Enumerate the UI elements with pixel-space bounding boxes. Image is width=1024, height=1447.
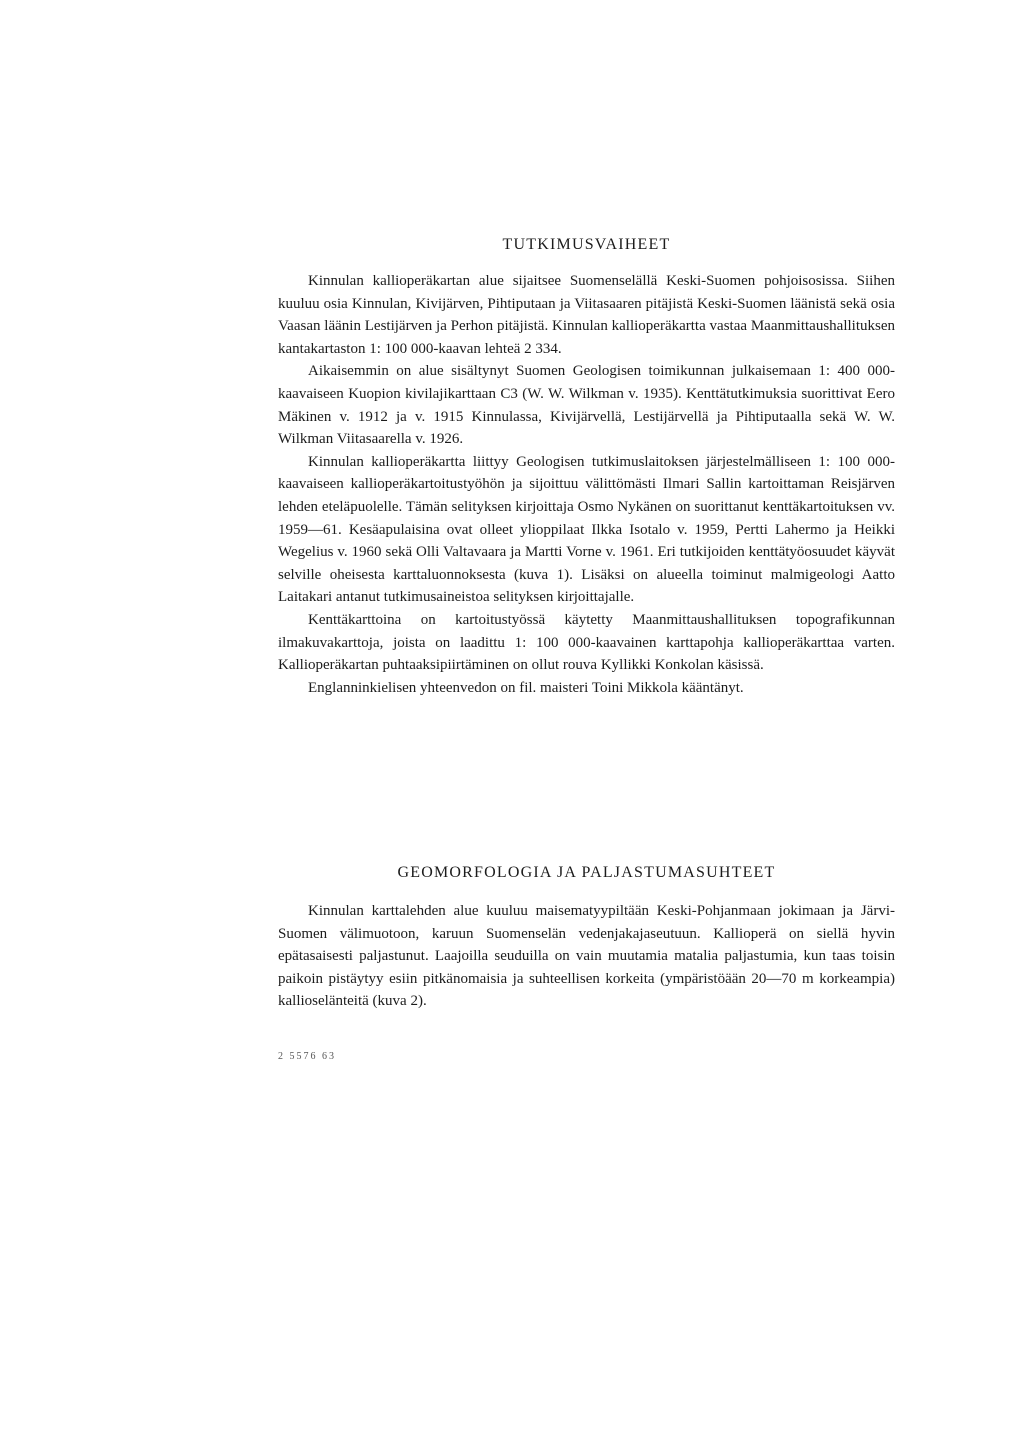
printer-signature: 2 5576 63	[278, 1051, 336, 1062]
paragraph: Kinnulan kallioperäkartan alue sijaitsee Suomenselällä Keski-Suomen pohjoisosissa. Siihen kuuluu osia Kinnulan, Kivijärven, Pihtiputaan ja Viitasaaren pitäjistä Keski-Suomen läänistä sekä osia Vaasan läänin Lestijärven ja Perhon pitäjistä. Kinnulan kallioperäkartta vastaa Maanmittaushallituksen kantakartaston 1: 100 000-kaavan lehteä 2 334.	[278, 273, 895, 357]
section-heading-geomorfologia: GEOMORFOLOGIA JA PALJASTUMASUHTEET	[397, 864, 776, 881]
paragraph: Kinnulan kallioperäkartta liittyy Geologisen tutkimuslaitoksen järjestelmälliseen 1: 100 000-kaavaiseen kallioperäkartoitustyöhön ja sijoittuu välittömästi Ilmari Sallin kartoittaman Reisjärven lehden eteläpuolelle. Tämän selityksen kirjoittaja Osmo Nykänen on suorittanut kenttäkartoituksen vv. 1959—61. Kesäapulaisina ovat olleet ylioppilaat Ilkka Isotalo v. 1959, Pertti Lahermo ja Heikki Wegelius v. 1960 sekä Olli Valtavaara ja Martti Vorne v. 1961. Eri tutkijoiden kenttätyöosuudet käyvät selville oheisesta karttaluonnoksesta (kuva 1). Lisäksi on alueella toiminut malmigeologi Aatto Laitakari antanut tutkimusaineistoa selityksen kirjoittajalle.	[278, 453, 895, 606]
section-body-geomorfologia	[278, 900, 895, 1013]
section-heading-tutkimusvaiheet: TUTKIMUSVAIHEET	[502, 236, 671, 253]
paragraph: Englanninkielisen yhteenvedon on fil. maisteri Toini Mikkola kääntänyt.	[308, 679, 744, 696]
section-body-tutkimusvaiheet	[278, 270, 895, 699]
paragraph: Kenttäkarttoina on kartoitustyössä käytetty Maanmittaushallituksen topografikunnan ilmakuvakarttoja, joista on laadittu 1: 100 000-kaavainen karttapohja kallioperäkarttaa varten. Kallioperäkartan puhtaaksipiirtäminen on ollut rouva Kyllikki Konkolan käsissä.	[278, 611, 895, 674]
paragraph: Aikaisemmin on alue sisältynyt Suomen Geologisen toimikunnan julkaisemaan 1: 400 000-kaavaiseen Kuopion kivilajikarttaan C3 (W. W. Wilkman v. 1935). Kenttätutkimuksia suorittivat Eero Mäkinen v. 1912 ja v. 1915 Kinnulassa, Kivijärvellä, Lestijärvellä ja Pihtiputaalla sekä W. W. Wilkman Viitasaarella v. 1926.	[278, 363, 895, 448]
paragraph: Kinnulan karttalehden alue kuuluu maisematyypiltään Keski-Pohjanmaan jokimaan ja Järvi-Suomen välimuotoon, karuun Suomenselän vedenjakajaseutuun. Kallioperä on siellä hyvin epätasaisesti paljastunut. Laajoilla seuduilla on vain muutamia matalia paljastumia, kun taas toisin paikoin pistäytyy esiin pitkänomaisia ja suhteellisen korkeita (ympäristöään 20—70 m korkeampia) kallioselänteitä (kuva 2).	[278, 903, 895, 1010]
